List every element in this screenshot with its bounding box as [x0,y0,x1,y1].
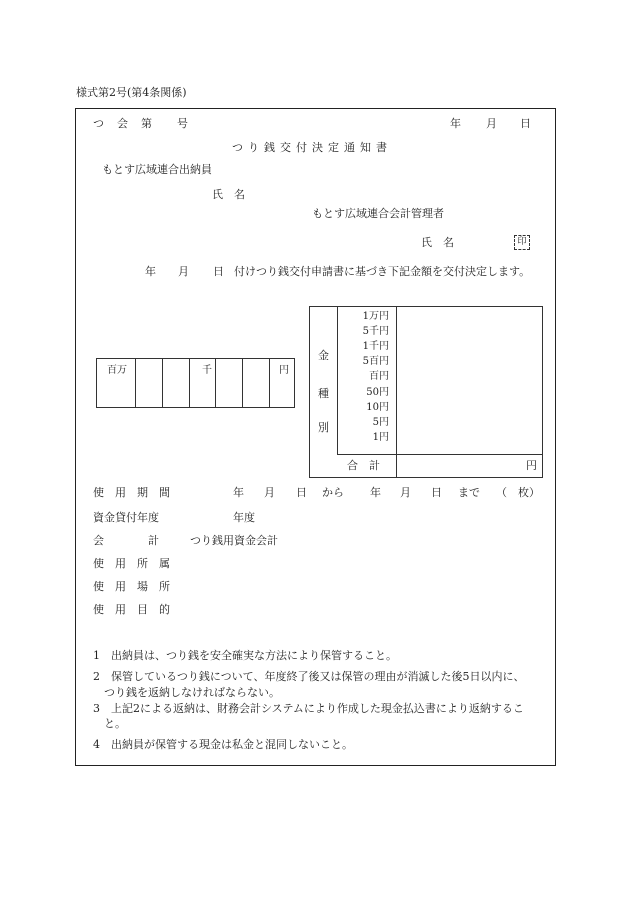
period-count: （ 枚） [496,486,540,499]
date-year: 年 [450,117,461,130]
period-day-2: 日 [431,486,442,499]
note-line: 4 出納員が保管する現金は私金と混同しないこと。 [93,738,353,751]
field-label: 会 計 [93,534,159,547]
amount-label-thousand: 千 [202,365,212,376]
side-label-3: 別 [318,421,329,434]
period-year-1: 年 [233,486,244,499]
recipient-org: もとす広域連合出納員 [102,163,212,176]
side-label-1: 金 [318,349,329,362]
period-year-2: 年 [370,486,381,499]
date-day: 日 [520,117,531,130]
issuer-name-label: 氏 名 [421,236,454,249]
period-from: から [322,486,344,499]
period-until: まで [458,486,480,499]
denomination-table [309,306,543,478]
decision-month: 月 [178,265,189,278]
denomination-item: 1円 [372,432,389,443]
field-label: 資金貸付年度 [93,511,159,524]
note-line: 1 出納員は、つり銭を安全確実な方法により保管すること。 [93,649,397,662]
field-label: 使 用 目 的 [93,603,170,616]
form-label: 様式第2号(第4条関係) [76,86,187,99]
recipient-name-label: 氏 名 [212,188,245,201]
document-title: つり銭交付決定通知書 [232,141,392,154]
note-line: 2 保管しているつり銭について、年度終了後又は保管の理由が消滅した後5日以内に、 [93,670,525,683]
date-month: 月 [486,117,497,130]
issuer-org: もとす広域連合会計管理者 [312,207,444,220]
denomination-item: 1千円 [362,341,389,352]
amount-label-yen: 円 [279,365,289,376]
usage-period-label: 使 用 期 間 [93,486,170,499]
denomination-item: 百円 [369,371,389,382]
period-month-2: 月 [400,486,411,499]
denomination-item: 1万円 [362,311,389,322]
field-value: つり銭用資金会計 [190,534,278,547]
seal-mark: 印 [514,235,530,250]
note-line: つり銭を返納しなければならない。 [93,686,280,699]
denomination-item: 5千円 [362,326,389,337]
denomination-item: 5百円 [362,356,389,367]
decision-day: 日 [213,265,224,278]
decision-text: 付けつり銭交付申請書に基づき下記金額を交付決定します。 [234,265,531,278]
note-line: と。 [93,717,126,730]
denomination-item: 10円 [366,402,389,413]
note-line: 3 上記2による返納は、財務会計システムにより作成した現金払込書により返納するこ [93,702,524,715]
field-label: 使 用 所 属 [93,557,170,570]
decision-year: 年 [145,265,156,278]
field-value: 年度 [233,511,255,524]
field-label: 使 用 場 所 [93,580,170,593]
denomination-item: 5円 [372,417,389,428]
total-unit: 円 [526,459,537,472]
period-day-1: 日 [296,486,307,499]
side-label-2: 種 [318,387,329,400]
amount-label-million: 百万 [107,365,127,376]
denomination-item: 50円 [366,387,389,398]
amount-table [96,358,295,408]
notice-number: つ 会 第 号 [93,117,189,130]
period-month-1: 月 [264,486,275,499]
total-label: 合 計 [347,459,380,472]
